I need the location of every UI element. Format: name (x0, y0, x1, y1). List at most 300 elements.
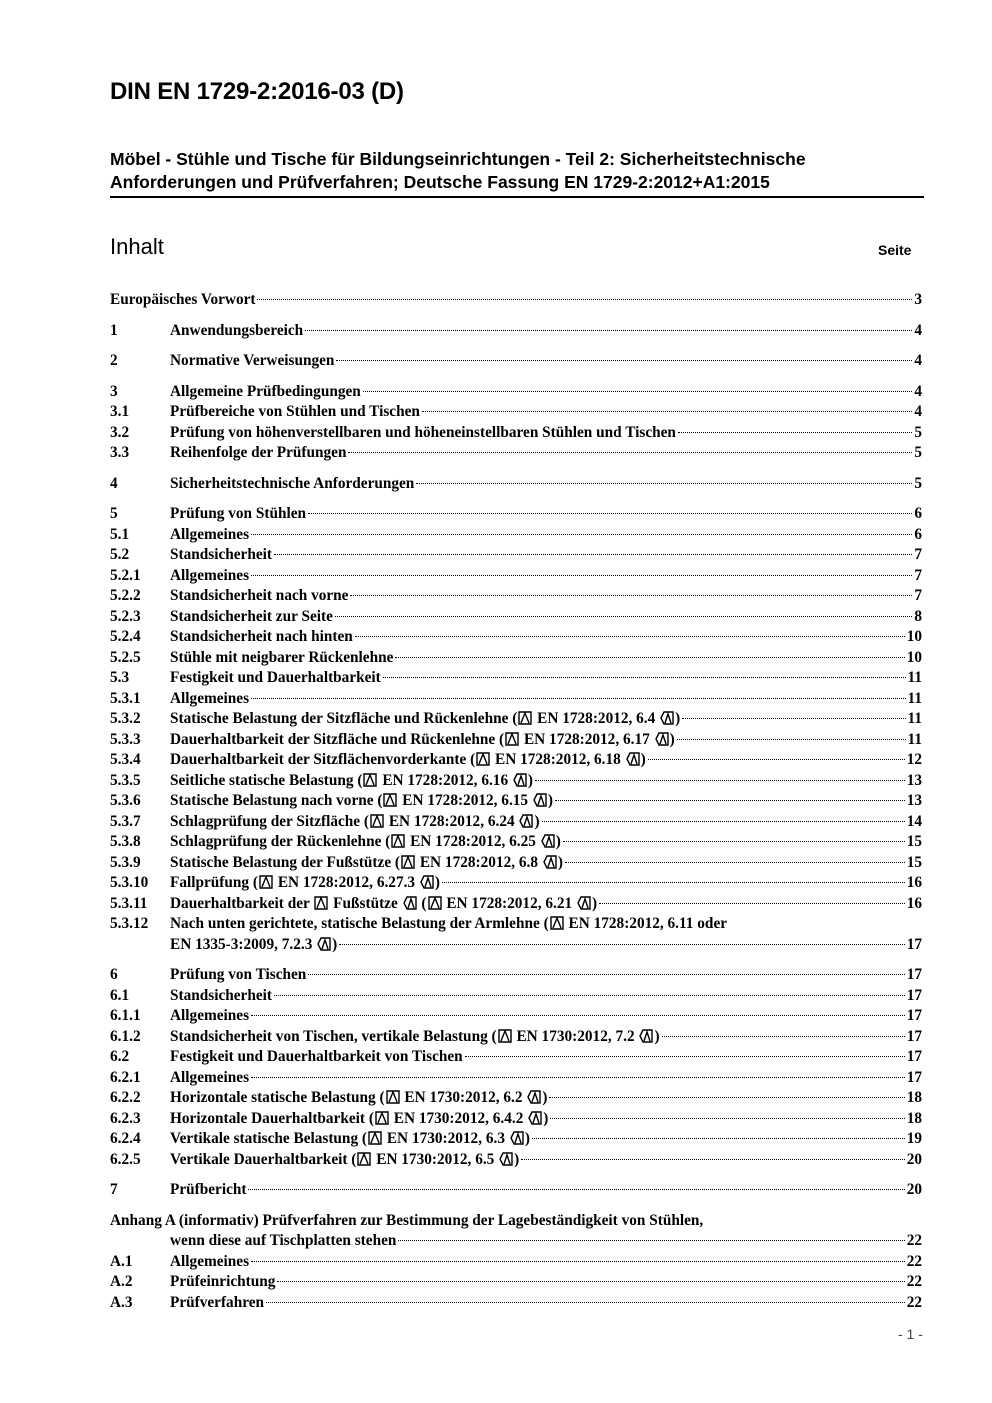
amendment-start-icon (368, 1131, 382, 1145)
toc-entry-number: 5.3.5 (110, 771, 141, 789)
document-subtitle (110, 148, 924, 198)
toc-entry[interactable] (110, 1272, 922, 1293)
toc-entry-punct: ) (555, 833, 561, 850)
leader-dots (308, 513, 912, 514)
toc-entry-page: 7 (914, 546, 922, 563)
toc-entry-ref: EN 1730:2012, 7.2 (516, 1027, 635, 1045)
toc-entry-ref: EN 1728:2012, 6.15 (402, 792, 529, 809)
amendment-start-icon (498, 1029, 512, 1043)
toc-entry-number: 5.3.6 (110, 792, 141, 809)
amendment-end-icon (577, 896, 591, 910)
toc-entry-title (170, 812, 540, 833)
leader-dots (678, 432, 912, 433)
toc-entry[interactable] (110, 290, 922, 311)
amendment-end-icon (420, 875, 434, 889)
leader-dots (599, 903, 905, 904)
amendment-start-icon (550, 916, 564, 930)
amendment-start-icon (391, 834, 405, 848)
toc-entry-text: Standsicherheit von Tischen, vertikale Belastung ( (170, 1027, 497, 1045)
toc-entry-title (170, 709, 680, 730)
toc-entry-title (170, 771, 533, 792)
toc-entry-page: 10 (906, 648, 922, 666)
toc-entry-page: 8 (914, 607, 922, 625)
toc-entry-title (170, 965, 306, 986)
leader-dots (251, 1077, 905, 1078)
toc-entry-page: 20 (906, 1181, 922, 1198)
toc-entry-title (170, 1109, 548, 1130)
toc-entry-title (170, 1068, 249, 1089)
toc-entry-number: 3 (110, 382, 118, 400)
toc-entry-page: 10 (906, 628, 922, 645)
toc-entry[interactable] (110, 771, 922, 792)
amendment-start-icon (505, 732, 519, 746)
toc-entry-number: 5.3.9 (110, 853, 141, 871)
leader-dots (662, 1036, 905, 1037)
toc-entry-page: 11 (907, 689, 922, 707)
toc-entry-ref: EN 1335-3:2009, 7.2.3 (170, 935, 313, 953)
leader-dots (677, 739, 906, 740)
toc-entry-ref: EN 1728:2012, 6.11 oder (568, 915, 728, 932)
toc-entry-title (170, 504, 306, 525)
toc-entry-page: 5 (914, 444, 922, 461)
toc-entry-page: 11 (907, 710, 922, 727)
toc-entry[interactable] (110, 474, 922, 495)
leader-dots (532, 1138, 905, 1139)
toc-entry-number: 5.3.10 (110, 874, 149, 891)
toc-entry-title (170, 791, 553, 812)
toc-entry-ref: EN 1728:2012, 6.27.3 (277, 874, 416, 891)
toc-entry[interactable] (110, 914, 922, 935)
toc-heading: Inhalt (110, 234, 164, 259)
leader-dots (335, 616, 912, 617)
toc-entry-number: 6.2.5 (110, 1150, 141, 1168)
toc-entry[interactable] (110, 1109, 922, 1130)
amendment-start-icon (259, 875, 273, 889)
leader-dots (266, 1302, 905, 1303)
leader-dots (251, 698, 906, 699)
leader-dots (555, 800, 905, 801)
toc-entry[interactable] (110, 1293, 922, 1314)
toc-entry-text: Vertikale Dauerhaltbarkeit ( (170, 1150, 357, 1168)
toc-entry-number: 6.2.4 (110, 1130, 141, 1147)
leader-dots (535, 780, 905, 781)
leader-dots (350, 595, 912, 596)
toc-entry-page: 4 (914, 403, 922, 420)
toc-entry-continuation[interactable] (110, 1231, 922, 1252)
toc-entry[interactable] (110, 1027, 922, 1048)
toc-entry[interactable] (110, 545, 922, 566)
toc-entry[interactable] (110, 1211, 922, 1232)
toc-entry-number: 5.3.2 (110, 710, 141, 727)
amendment-end-icon (519, 814, 533, 828)
toc-entry-text: Allgemeines (170, 1252, 250, 1270)
toc-entry-punct: ) (332, 935, 338, 953)
leader-dots (383, 677, 906, 678)
toc-entry-page: 4 (914, 321, 922, 339)
amendment-start-icon (363, 773, 377, 787)
toc-entry-ref: EN 1728:2012, 6.16 (382, 771, 509, 789)
leader-dots (274, 995, 905, 996)
toc-entry-title (170, 668, 381, 689)
toc-entry-number: 5 (110, 505, 118, 522)
toc-entry[interactable] (110, 504, 922, 525)
toc-entry-title (170, 351, 334, 372)
toc-entry-page: 22 (906, 1232, 922, 1249)
toc-entry-title (170, 443, 346, 464)
toc-entry-page: 17 (906, 935, 922, 953)
toc-entry-text-line2: wenn diese auf Tischplatten stehen (170, 1232, 397, 1249)
leader-dots (422, 411, 912, 412)
toc-entry[interactable] (110, 894, 922, 915)
toc-entry-title (170, 648, 393, 669)
toc-entry-continuation[interactable] (110, 935, 922, 956)
toc-entry-text: Prüfung von Tischen (170, 966, 307, 983)
toc-entry[interactable] (110, 791, 922, 812)
leader-dots (336, 360, 912, 361)
toc-entry[interactable] (110, 873, 922, 894)
leader-dots (277, 1281, 904, 1282)
toc-entry-title (170, 1252, 249, 1273)
leader-dots (542, 821, 905, 822)
document-title: DIN EN 1729-2:2016-03 (D) (110, 78, 404, 105)
toc-entry-text: Sicherheitstechnische Anforderungen (170, 474, 415, 492)
amendment-start-icon (383, 793, 397, 807)
toc-entry-text: Statische Belastung nach vorne ( (170, 792, 383, 809)
toc-entry-number: 4 (110, 474, 118, 492)
toc-entry-number: 5.3 (110, 669, 130, 686)
toc-entry-text: Standsicherheit (170, 546, 272, 563)
toc-entry[interactable] (110, 812, 922, 833)
toc-entry-text: Prüfeinrichtung (170, 1273, 276, 1290)
toc-entry-text: Allgemeines (170, 525, 250, 543)
toc-entry-title (170, 474, 414, 495)
toc-entry[interactable] (110, 986, 922, 1007)
toc-entry-page: 6 (914, 505, 922, 522)
toc-entry-page: 11 (907, 730, 922, 748)
toc-entry-page: 7 (914, 566, 922, 584)
toc-entry-title (170, 627, 353, 648)
toc-entry[interactable] (110, 566, 922, 587)
toc-entry[interactable] (110, 853, 922, 874)
toc-entry-ref: EN 1728:2012, 6.17 (523, 730, 650, 748)
toc-entry-punct: ) (591, 894, 598, 912)
leader-dots (563, 841, 905, 842)
leader-dots (398, 1240, 904, 1241)
toc-entry-title (170, 853, 563, 874)
leader-dots (251, 575, 912, 576)
toc-entry[interactable] (110, 627, 922, 648)
toc-entry-title (170, 1129, 530, 1150)
toc-entry-text: Standsicherheit (170, 986, 272, 1004)
toc-entry-title (170, 525, 249, 546)
toc-entry-punct: ) (654, 1027, 660, 1045)
amendment-end-icon (403, 896, 417, 910)
toc-entry-title (170, 1006, 249, 1027)
toc-entry[interactable] (110, 689, 922, 710)
toc-entry-text: Prüfung von höhenverstellbaren und höheneinstellbaren Stühlen und Tischen (170, 423, 676, 441)
toc-entry-punct: ) (547, 792, 554, 809)
amendment-start-icon (314, 896, 328, 910)
toc-entry-page: 17 (906, 1068, 922, 1086)
toc-entry-text: Reihenfolge der Prüfungen (170, 444, 347, 461)
leader-dots (442, 882, 905, 883)
leader-dots (416, 483, 912, 484)
toc-entry-number: 5.3.1 (110, 689, 141, 707)
toc-entry-page: 15 (906, 833, 922, 850)
amendment-end-icon (660, 711, 674, 725)
toc-entry-title (170, 423, 676, 444)
toc-entry-title (170, 1180, 246, 1201)
toc-entry-text: Statische Belastung der Sitzfläche und Rückenlehne ( (170, 710, 518, 727)
toc-entry-number: 5.1 (110, 525, 130, 543)
amendment-end-icon (317, 937, 331, 951)
toc-entry-number: 6.1.2 (110, 1027, 141, 1045)
toc-entry-text: Prüfverfahren (170, 1293, 265, 1311)
amendment-start-icon (357, 1152, 371, 1166)
amendment-end-icon (527, 1090, 541, 1104)
amendment-end-icon (528, 1111, 542, 1125)
toc-entry-text: Horizontale statische Belastung ( (170, 1089, 385, 1106)
amendment-end-icon (543, 855, 557, 869)
toc-entry-text: Stühle mit neigbarer Rückenlehne (170, 648, 394, 666)
subtitle-line-2: Anforderungen und Prüfverfahren; Deutsche Fassung EN 1729-2:2012+A1:2015 (110, 172, 770, 192)
amendment-start-icon (401, 855, 415, 869)
toc-entry[interactable] (110, 423, 922, 444)
toc-entry-text: Standsicherheit zur Seite (170, 607, 333, 625)
toc-entry-number: A.1 (110, 1252, 133, 1270)
toc-entry[interactable] (110, 525, 922, 546)
toc-entry-text: Allgemeines (170, 566, 250, 584)
toc-entry-text: Allgemeines (170, 1007, 250, 1024)
toc-entry-title (170, 1272, 275, 1293)
leader-dots (251, 1261, 905, 1262)
toc-entry-number: 6.2.2 (110, 1089, 141, 1106)
toc-entry-text: Allgemeine Prüfbedingungen (170, 382, 361, 400)
amendment-end-icon (499, 1152, 513, 1166)
toc-entry-title (170, 873, 440, 894)
toc-entry[interactable] (110, 709, 922, 730)
subtitle-line-1: Möbel - Stühle und Tische für Bildungseinrichtungen - Teil 2: Sicherheitstechnische (110, 149, 806, 169)
toc-entry-number: 6.2.1 (110, 1068, 141, 1086)
leader-dots (305, 330, 912, 331)
toc-entry-ref: EN 1730:2012, 6.4.2 (393, 1109, 524, 1127)
toc-entry-ref: EN 1730:2012, 6.5 (376, 1150, 495, 1168)
toc-entry-text: Festigkeit und Dauerhaltbarkeit (170, 669, 381, 686)
toc-entry-number: 5.3.4 (110, 751, 141, 768)
toc-entry-text: Allgemeines (170, 689, 250, 707)
toc-entry-text: Anwendungsbereich (170, 321, 304, 339)
toc-entry-punct: ) (640, 751, 646, 768)
toc-entry-title (170, 894, 597, 915)
toc-entry[interactable] (110, 1180, 922, 1201)
toc-entry-number: 3.2 (110, 423, 130, 441)
leader-dots (549, 1097, 904, 1098)
toc-entry-title (170, 545, 272, 566)
toc-entry-ref: EN 1728:2012, 6.8 (419, 853, 538, 871)
toc-entry-title (170, 750, 646, 771)
toc-entry-page: 22 (906, 1293, 922, 1311)
amendment-end-icon (626, 752, 640, 766)
leader-dots (648, 759, 905, 760)
toc-entry-punct: ) (543, 1109, 549, 1127)
toc-entry-number: 6.1.1 (110, 1007, 141, 1024)
toc-entry-text: Schlagprüfung der Sitzfläche ( (170, 812, 370, 830)
amendment-start-icon (518, 711, 532, 725)
toc-entry-number: 5.2.4 (110, 628, 141, 645)
toc-entry-ref: EN 1728:2012, 6.4 (537, 710, 656, 727)
toc-entry-title (170, 730, 675, 751)
toc-entry-page: 4 (914, 382, 922, 400)
toc-entry-ref: EN 1728:2012, 6.21 (446, 894, 573, 912)
toc-entry-page: 17 (906, 1027, 922, 1045)
toc-entry[interactable] (110, 1129, 922, 1150)
toc-entry-page: 11 (907, 669, 922, 686)
toc-entry[interactable] (110, 1088, 922, 1109)
toc-entry-page: 20 (906, 1150, 922, 1168)
page-column-label: Seite (878, 242, 912, 258)
toc-entry-text: Seitliche statische Belastung ( (170, 771, 363, 789)
toc-entry-page: 17 (906, 1048, 922, 1065)
leader-dots (565, 862, 905, 863)
toc-entry[interactable] (110, 1047, 922, 1068)
toc-entry-page: 7 (914, 587, 922, 604)
toc-entry-page: 16 (906, 894, 922, 912)
amendment-start-icon (428, 896, 442, 910)
toc-entry-text: Horizontale Dauerhaltbarkeit ( (170, 1109, 374, 1127)
toc-entry[interactable] (110, 443, 922, 464)
toc-entry-number: 5.2.3 (110, 607, 141, 625)
amendment-end-icon (513, 773, 527, 787)
toc-entry-text: Festigkeit und Dauerhaltbarkeit von Tischen (170, 1048, 463, 1065)
toc-entry-title (170, 566, 249, 587)
page-number-footer: - 1 - (898, 1326, 923, 1342)
toc-entry-title (170, 402, 420, 423)
toc-entry-number: 3.3 (110, 444, 130, 461)
toc-entry-text: Fallprüfung ( (170, 874, 258, 891)
amendment-start-icon (370, 814, 384, 828)
toc-entry-text: Standsicherheit nach vorne (170, 587, 349, 604)
toc-entry-page: 17 (906, 986, 922, 1004)
toc-entry-ref: EN 1728:2012, 6.24 (388, 812, 515, 830)
toc-entry-page: 14 (906, 812, 922, 830)
toc-entry-page: 13 (906, 771, 922, 789)
toc-entry[interactable] (110, 321, 922, 342)
toc-entry-title (110, 1211, 703, 1232)
toc-entry-title (170, 607, 333, 628)
toc-entry-punct: ) (669, 730, 675, 748)
leader-dots (682, 718, 905, 719)
toc-entry-number: 5.2.2 (110, 587, 141, 604)
toc-entry-number: 6 (110, 966, 118, 983)
toc-entry-page: 5 (914, 474, 922, 492)
toc-entry-page: 22 (906, 1273, 922, 1290)
leader-dots (363, 391, 913, 392)
toc-entry[interactable] (110, 730, 922, 751)
toc-entry[interactable] (110, 832, 922, 853)
toc-entry[interactable] (110, 402, 922, 423)
toc-entry-text: Nach unten gerichtete, statische Belastung der Armlehne ( (170, 915, 549, 932)
toc-entry[interactable] (110, 1068, 922, 1089)
toc-entry-number: 2 (110, 352, 118, 369)
toc-entry-text: Prüfung von Stühlen (170, 505, 307, 522)
toc-entry-number: A.3 (110, 1293, 133, 1311)
toc-entry-text: Dauerhaltbarkeit der Sitzflächenvorderkante ( (170, 751, 476, 768)
toc-entry[interactable] (110, 351, 922, 372)
toc-entry[interactable] (110, 1150, 922, 1171)
toc-entry-title (170, 321, 303, 342)
toc-entry-number: 5.2.1 (110, 566, 141, 584)
toc-entry-page: 17 (906, 966, 922, 983)
toc-entry-punct: ) (675, 710, 681, 727)
leader-dots (251, 534, 912, 535)
toc-entry-number: 5.3.11 (110, 894, 148, 912)
toc-entry[interactable] (110, 648, 922, 669)
toc-entry[interactable] (110, 965, 922, 986)
toc-entry-text: Dauerhaltbarkeit der Sitzfläche und Rückenlehne ( (170, 730, 505, 748)
toc-entry-title (170, 1293, 264, 1314)
toc-entry-page: 6 (914, 525, 922, 543)
toc-entry-punct: ) (542, 1089, 548, 1106)
toc-entry-punct: ) (527, 771, 534, 789)
toc-entry-number: 7 (110, 1181, 118, 1198)
toc-entry-number: 5.3.7 (110, 812, 141, 830)
leader-dots (251, 1015, 905, 1016)
toc-entry-number: 1 (110, 321, 118, 339)
toc-entry-page: 12 (906, 751, 922, 768)
toc-entry-ref: EN 1730:2012, 6.3 (386, 1130, 505, 1147)
toc-entry-page: 4 (914, 352, 922, 369)
toc-entry[interactable] (110, 586, 922, 607)
leader-dots (521, 1159, 904, 1160)
toc-entry-page: 17 (906, 1007, 922, 1024)
leader-dots (550, 1118, 904, 1119)
amendment-end-icon (533, 793, 547, 807)
toc-entry[interactable] (110, 1006, 922, 1027)
toc-entry-text: Prüfbereiche von Stühlen und Tischen (170, 403, 420, 420)
table-of-contents (110, 290, 922, 1313)
toc-entry[interactable] (110, 750, 922, 771)
amendment-end-icon (639, 1029, 653, 1043)
toc-entry-number: 6.1 (110, 986, 130, 1004)
toc-entry-text: Prüfbericht (170, 1181, 247, 1198)
toc-entry-page: 22 (906, 1252, 922, 1270)
toc-entry-text: Allgemeines (170, 1068, 250, 1086)
toc-entry[interactable] (110, 668, 922, 689)
toc-entry-text: Dauerhaltbarkeit der (170, 894, 310, 912)
toc-entry-number: A.2 (110, 1273, 133, 1290)
toc-entry-ref: EN 1728:2012, 6.18 (495, 751, 621, 768)
toc-entry-text: Vertikale statische Belastung ( (170, 1130, 368, 1147)
toc-entry[interactable] (110, 607, 922, 628)
toc-entry-text: Europäisches Vorwort (110, 291, 256, 308)
toc-entry-page: 15 (906, 853, 922, 871)
toc-entry-ref: EN 1728:2012, 6.25 (410, 833, 536, 850)
toc-entry-ref: Fußstütze (333, 894, 398, 912)
toc-entry-page: 13 (906, 792, 922, 809)
toc-entry-number: 5.3.8 (110, 833, 141, 850)
amendment-end-icon (510, 1131, 524, 1145)
toc-entry[interactable] (110, 1252, 922, 1273)
toc-entry-title (170, 1027, 660, 1048)
toc-entry-title (170, 1047, 463, 1068)
toc-entry-page: 3 (914, 291, 922, 308)
toc-entry-text: Standsicherheit nach hinten (170, 628, 353, 645)
toc-entry[interactable] (110, 382, 922, 403)
leader-dots (395, 657, 904, 658)
leader-dots (339, 944, 904, 945)
toc-entry-page: 5 (914, 423, 922, 441)
amendment-start-icon (476, 752, 490, 766)
